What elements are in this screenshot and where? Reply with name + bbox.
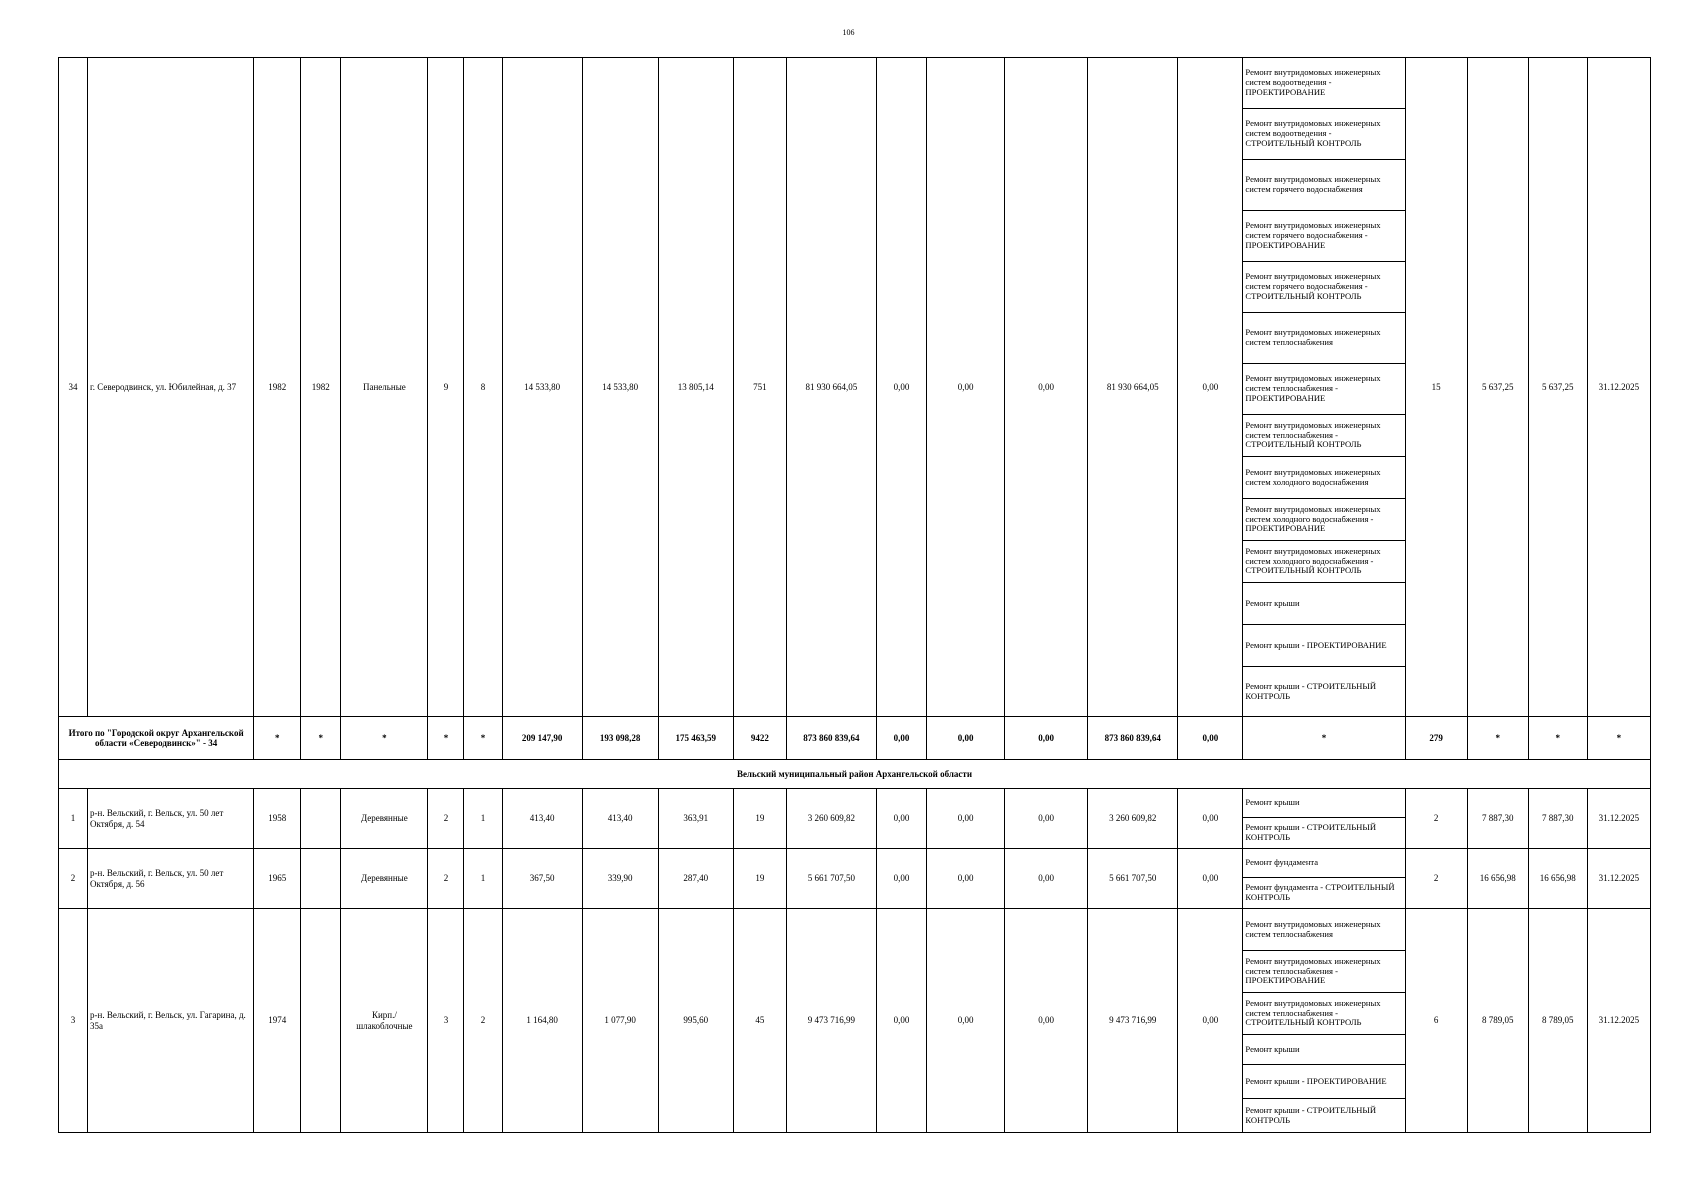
- cell-unit-cost: 7 887,30: [1467, 789, 1528, 849]
- total-cost-f3: 0,00: [1005, 717, 1088, 760]
- work-item: Ремонт внутридомовых инженерных систем теплоснабжения - СТРОИТЕЛЬНЫЙ КОНТРОЛЬ: [1243, 415, 1404, 457]
- cell-num: 2: [59, 849, 88, 909]
- cell-area-living: 995,60: [658, 909, 733, 1133]
- cell-material: Деревянные: [341, 849, 428, 909]
- cell-area-total: 1 164,80: [502, 909, 582, 1133]
- table-row: [59, 909, 1651, 1133]
- cell-residents: 19: [733, 849, 786, 909]
- work-list-cell: [1243, 58, 1405, 717]
- cell-max-cost: 5 637,25: [1528, 58, 1587, 717]
- cell-entrances: 8: [464, 58, 502, 717]
- cell-material: Деревянные: [341, 789, 428, 849]
- total-cost: 873 860 839,64: [786, 717, 876, 760]
- cell-deadline: 31.12.2025: [1587, 909, 1650, 1133]
- table-row: [59, 789, 1651, 849]
- total-work-count: 279: [1405, 717, 1467, 760]
- total-entrances: *: [464, 717, 502, 760]
- work-item: Ремонт внутридомовых инженерных систем теплоснабжения - ПРОЕКТИРОВАНИЕ: [1243, 364, 1404, 415]
- total-area-living: 175 463,59: [658, 717, 733, 760]
- capital-repair-table: [58, 57, 1651, 1133]
- table-row: [59, 58, 1651, 717]
- total-row: [59, 717, 1651, 760]
- work-item: Ремонт крыши - ПРОЕКТИРОВАНИЕ: [1243, 1065, 1404, 1099]
- total-floors: *: [428, 717, 464, 760]
- cell-entrances: 2: [464, 909, 502, 1133]
- cell-area-living: 363,91: [658, 789, 733, 849]
- work-item: Ремонт фундамента - СТРОИТЕЛЬНЫЙ КОНТРОЛЬ: [1245, 882, 1395, 902]
- cell-address: р-н. Вельский, г. Вельск, ул. 50 лет Октября, д. 54: [88, 789, 254, 849]
- work-list-cell: [1243, 909, 1405, 1133]
- cell-floors: 2: [428, 849, 464, 909]
- cell-cost-other: 0,00: [1178, 909, 1243, 1133]
- cell-material: Панельные: [341, 58, 428, 717]
- work-list: [1243, 789, 1404, 848]
- cell-entrances: 1: [464, 849, 502, 909]
- cell-work-count: 15: [1405, 58, 1467, 717]
- section-title: Вельский муниципальный район Архангельской области: [59, 760, 1651, 789]
- total-year-reno: *: [301, 717, 341, 760]
- table-body: [59, 58, 1651, 1133]
- cell-cost-other: 0,00: [1178, 849, 1243, 909]
- cell-deadline: 31.12.2025: [1587, 849, 1650, 909]
- cell-floors: 3: [428, 909, 464, 1133]
- cell-cost-total: 3 260 609,82: [786, 789, 876, 849]
- total-max-cost: *: [1528, 717, 1587, 760]
- work-item: Ремонт крыши - СТРОИТЕЛЬНЫЙ КОНТРОЛЬ: [1245, 822, 1377, 842]
- total-residents: 9422: [733, 717, 786, 760]
- cell-cost-f2: 0,00: [927, 58, 1005, 717]
- work-item: Ремонт внутридомовых инженерных систем теплоснабжения - ПРОЕКТИРОВАНИЕ: [1243, 951, 1404, 993]
- cell-residents: 45: [733, 909, 786, 1133]
- cell-num: 34: [59, 58, 88, 717]
- cell-residents: 751: [733, 58, 786, 717]
- cell-cost-f3: 0,00: [1005, 58, 1088, 717]
- cell-work-count: 2: [1405, 789, 1467, 849]
- total-cost-f2: 0,00: [927, 717, 1005, 760]
- cell-unit-cost: 8 789,05: [1467, 909, 1528, 1133]
- cell-deadline: 31.12.2025: [1587, 58, 1650, 717]
- cell-max-cost: 16 656,98: [1528, 849, 1587, 909]
- cell-cost-f2: 0,00: [927, 789, 1005, 849]
- total-cost-owners: 873 860 839,64: [1088, 717, 1178, 760]
- cell-area-rooms: 14 533,80: [582, 58, 658, 717]
- cell-unit-cost: 16 656,98: [1467, 849, 1528, 909]
- work-list: [1243, 58, 1404, 716]
- cell-year-reno: 1982: [301, 58, 341, 717]
- cell-max-cost: 7 887,30: [1528, 789, 1587, 849]
- cell-residents: 19: [733, 789, 786, 849]
- cell-year-built: 1965: [254, 849, 301, 909]
- cell-area-rooms: 339,90: [582, 849, 658, 909]
- work-list-cell: [1243, 849, 1405, 909]
- cell-area-living: 13 805,14: [658, 58, 733, 717]
- cell-material: Кирп./шлакоблочные: [341, 909, 428, 1133]
- cell-cost-f1: 0,00: [876, 58, 926, 717]
- work-item: Ремонт внутридомовых инженерных систем горячего водоснабжения: [1243, 160, 1404, 211]
- cell-cost-f3: 0,00: [1005, 789, 1088, 849]
- cell-cost-f2: 0,00: [927, 909, 1005, 1133]
- cell-cost-f1: 0,00: [876, 789, 926, 849]
- total-works: *: [1243, 717, 1405, 760]
- table-row: [59, 849, 1651, 909]
- work-list: [1243, 909, 1404, 1132]
- cell-cost-owners: 5 661 707,50: [1088, 849, 1178, 909]
- cell-num: 1: [59, 789, 88, 849]
- total-cost-f1: 0,00: [876, 717, 926, 760]
- work-item: Ремонт крыши: [1243, 789, 1404, 818]
- cell-year-reno: [301, 789, 341, 849]
- work-item: Ремонт внутридомовых инженерных систем водоотведения - СТРОИТЕЛЬНЫЙ КОНТРОЛЬ: [1243, 109, 1404, 160]
- cell-area-rooms: 413,40: [582, 789, 658, 849]
- cell-cost-total: 5 661 707,50: [786, 849, 876, 909]
- work-item: Ремонт крыши: [1243, 583, 1404, 625]
- cell-area-total: 367,50: [502, 849, 582, 909]
- total-label: Итого по "Городской округ Архангельской области «Северодвинск»" - 34: [59, 717, 254, 760]
- cell-address: р-н. Вельский, г. Вельск, ул. 50 лет Октября, д. 56: [88, 849, 254, 909]
- work-item: Ремонт внутридомовых инженерных систем теплоснабжения - СТРОИТЕЛЬНЫЙ КОНТРОЛЬ: [1243, 993, 1404, 1035]
- cell-max-cost: 8 789,05: [1528, 909, 1587, 1133]
- work-item: Ремонт внутридомовых инженерных систем горячего водоснабжения - СТРОИТЕЛЬНЫЙ КОНТРОЛЬ: [1243, 262, 1404, 313]
- cell-address: г. Северодвинск, ул. Юбилейная, д. 37: [88, 58, 254, 717]
- cell-cost-f1: 0,00: [876, 909, 926, 1133]
- work-item: Ремонт внутридомовых инженерных систем теплоснабжения: [1243, 313, 1404, 364]
- cell-cost-f3: 0,00: [1005, 909, 1088, 1133]
- work-item: Ремонт фундамента: [1243, 849, 1404, 878]
- cell-floors: 2: [428, 789, 464, 849]
- cell-year-reno: [301, 909, 341, 1133]
- cell-area-rooms: 1 077,90: [582, 909, 658, 1133]
- work-item: Ремонт крыши - СТРОИТЕЛЬНЫЙ КОНТРОЛЬ: [1245, 680, 1377, 701]
- work-list: [1243, 849, 1404, 908]
- work-item: Ремонт внутридомовых инженерных систем холодного водоснабжения - СТРОИТЕЛЬНЫЙ КОНТРОЛЬ: [1243, 541, 1404, 583]
- cell-cost-total: 81 930 664,05: [786, 58, 876, 717]
- work-item: Ремонт внутридомовых инженерных систем холодного водоснабжения - ПРОЕКТИРОВАНИЕ: [1243, 499, 1404, 541]
- cell-cost-f2: 0,00: [927, 849, 1005, 909]
- cell-year-reno: [301, 849, 341, 909]
- work-item: Ремонт внутридомовых инженерных систем теплоснабжения: [1243, 909, 1404, 951]
- cell-cost-f1: 0,00: [876, 849, 926, 909]
- total-deadline: *: [1587, 717, 1650, 760]
- cell-year-built: 1982: [254, 58, 301, 717]
- total-cost-other: 0,00: [1178, 717, 1243, 760]
- cell-num: 3: [59, 909, 88, 1133]
- total-year-built: *: [254, 717, 301, 760]
- cell-area-total: 14 533,80: [502, 58, 582, 717]
- cell-area-total: 413,40: [502, 789, 582, 849]
- total-material: *: [341, 717, 428, 760]
- work-item: Ремонт крыши - ПРОЕКТИРОВАНИЕ: [1243, 625, 1404, 667]
- cell-work-count: 2: [1405, 849, 1467, 909]
- work-list-cell: [1243, 789, 1405, 849]
- cell-entrances: 1: [464, 789, 502, 849]
- work-item: Ремонт крыши - СТРОИТЕЛЬНЫЙ КОНТРОЛЬ: [1245, 1104, 1377, 1125]
- cell-cost-other: 0,00: [1178, 789, 1243, 849]
- cell-cost-owners: 9 473 716,99: [1088, 909, 1178, 1133]
- section-header-row: [59, 760, 1651, 789]
- work-item: Ремонт крыши: [1243, 1035, 1404, 1065]
- cell-cost-total: 9 473 716,99: [786, 909, 876, 1133]
- cell-year-built: 1958: [254, 789, 301, 849]
- work-item: Ремонт внутридомовых инженерных систем водоотведения - ПРОЕКТИРОВАНИЕ: [1243, 58, 1404, 109]
- cell-area-living: 287,40: [658, 849, 733, 909]
- total-unit-cost: *: [1467, 717, 1528, 760]
- page-number: 106: [842, 28, 855, 37]
- cell-year-built: 1974: [254, 909, 301, 1133]
- cell-cost-owners: 81 930 664,05: [1088, 58, 1178, 717]
- total-area-total: 209 147,90: [502, 717, 582, 760]
- cell-cost-other: 0,00: [1178, 58, 1243, 717]
- cell-work-count: 6: [1405, 909, 1467, 1133]
- cell-cost-f3: 0,00: [1005, 849, 1088, 909]
- total-area-rooms: 193 098,28: [582, 717, 658, 760]
- cell-unit-cost: 5 637,25: [1467, 58, 1528, 717]
- work-item: Ремонт внутридомовых инженерных систем холодного водоснабжения: [1243, 457, 1404, 499]
- cell-deadline: 31.12.2025: [1587, 789, 1650, 849]
- cell-address: р-н. Вельский, г. Вельск, ул. Гагарина, д. 35а: [88, 909, 254, 1133]
- cell-floors: 9: [428, 58, 464, 717]
- work-item: Ремонт внутридомовых инженерных систем горячего водоснабжения - ПРОЕКТИРОВАНИЕ: [1243, 211, 1404, 262]
- cell-cost-owners: 3 260 609,82: [1088, 789, 1178, 849]
